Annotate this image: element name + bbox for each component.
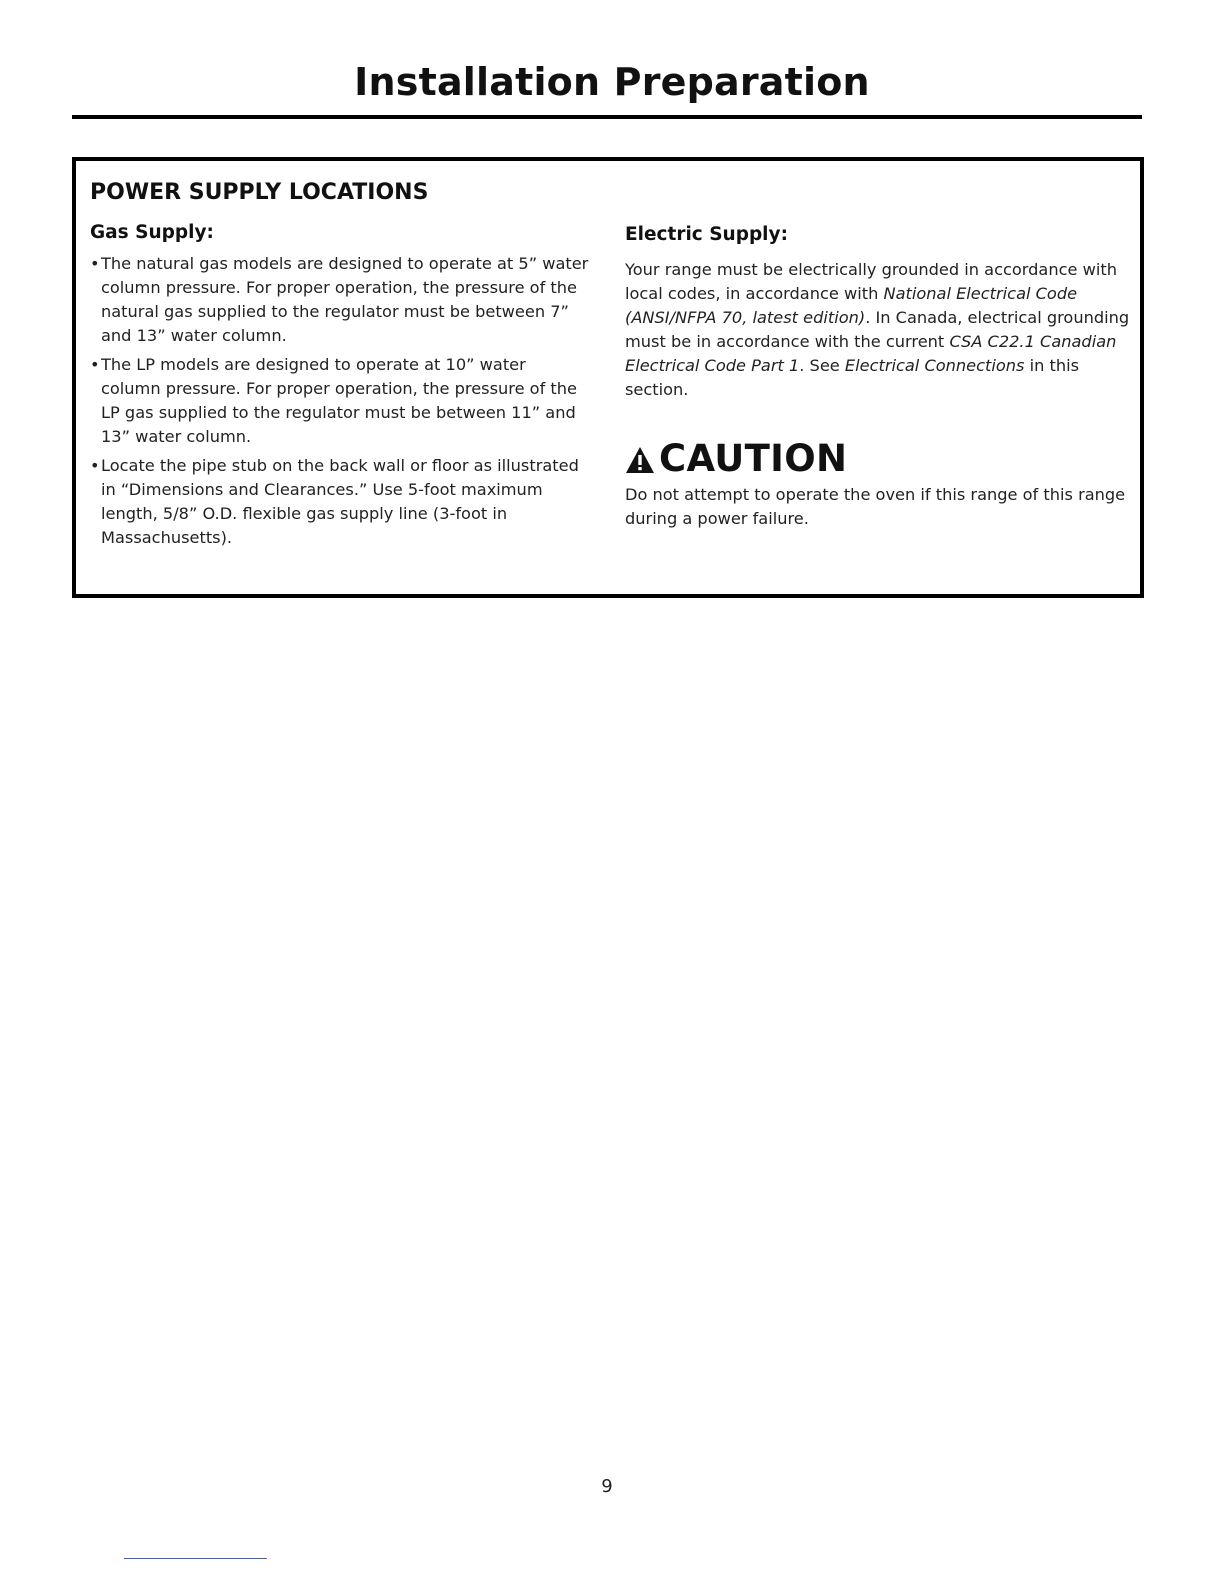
footer-line	[124, 1558, 267, 1559]
electric-supply-text: Your range must be electrically grounded in accordance with local codes, in accordance with National Electrical Code (ANSI/NFPA 70, latest edition). In Canada, electrical grounding must be in accordance with the current CSA C22.1 Canadian Electrical Code Part 1. See Electrical Connections in this section.	[625, 260, 1130, 399]
gas-supply-heading: Gas Supply:	[90, 222, 214, 243]
section-heading: POWER SUPPLY LOCATIONS	[90, 180, 429, 205]
list-item: • The natural gas models are designed to operate at 5” water column pressure. For proper operation, the pressure of the natural gas supplied to the regulator must be between 7” and 13” water column.	[90, 254, 589, 345]
list-item: • The LP models are designed to operate at 10” water column pressure. For proper operation, the pressure of the LP gas supplied to the regulator must be between 11” and 13” water column.	[90, 355, 577, 446]
list-item: • Locate the pipe stub on the back wall or floor as illustrated in “Dimensions and Clearances.” Use 5-foot maximum length, 5/8” O.D. flexible gas supply line (3-foot in Massachusetts).	[90, 456, 579, 547]
title-divider	[72, 115, 1142, 119]
warning-triangle-icon	[625, 445, 655, 475]
caution-label: CAUTION	[659, 436, 848, 480]
caution-header	[625, 437, 847, 479]
page-number: 9	[601, 1476, 613, 1497]
caution-text: Do not attempt to operate the oven if this range of this range during a power failure.	[625, 485, 1126, 528]
electric-supply-heading: Electric Supply:	[625, 224, 788, 245]
gas-supply-list	[90, 252, 590, 555]
page-title: Installation Preparation	[354, 60, 870, 104]
